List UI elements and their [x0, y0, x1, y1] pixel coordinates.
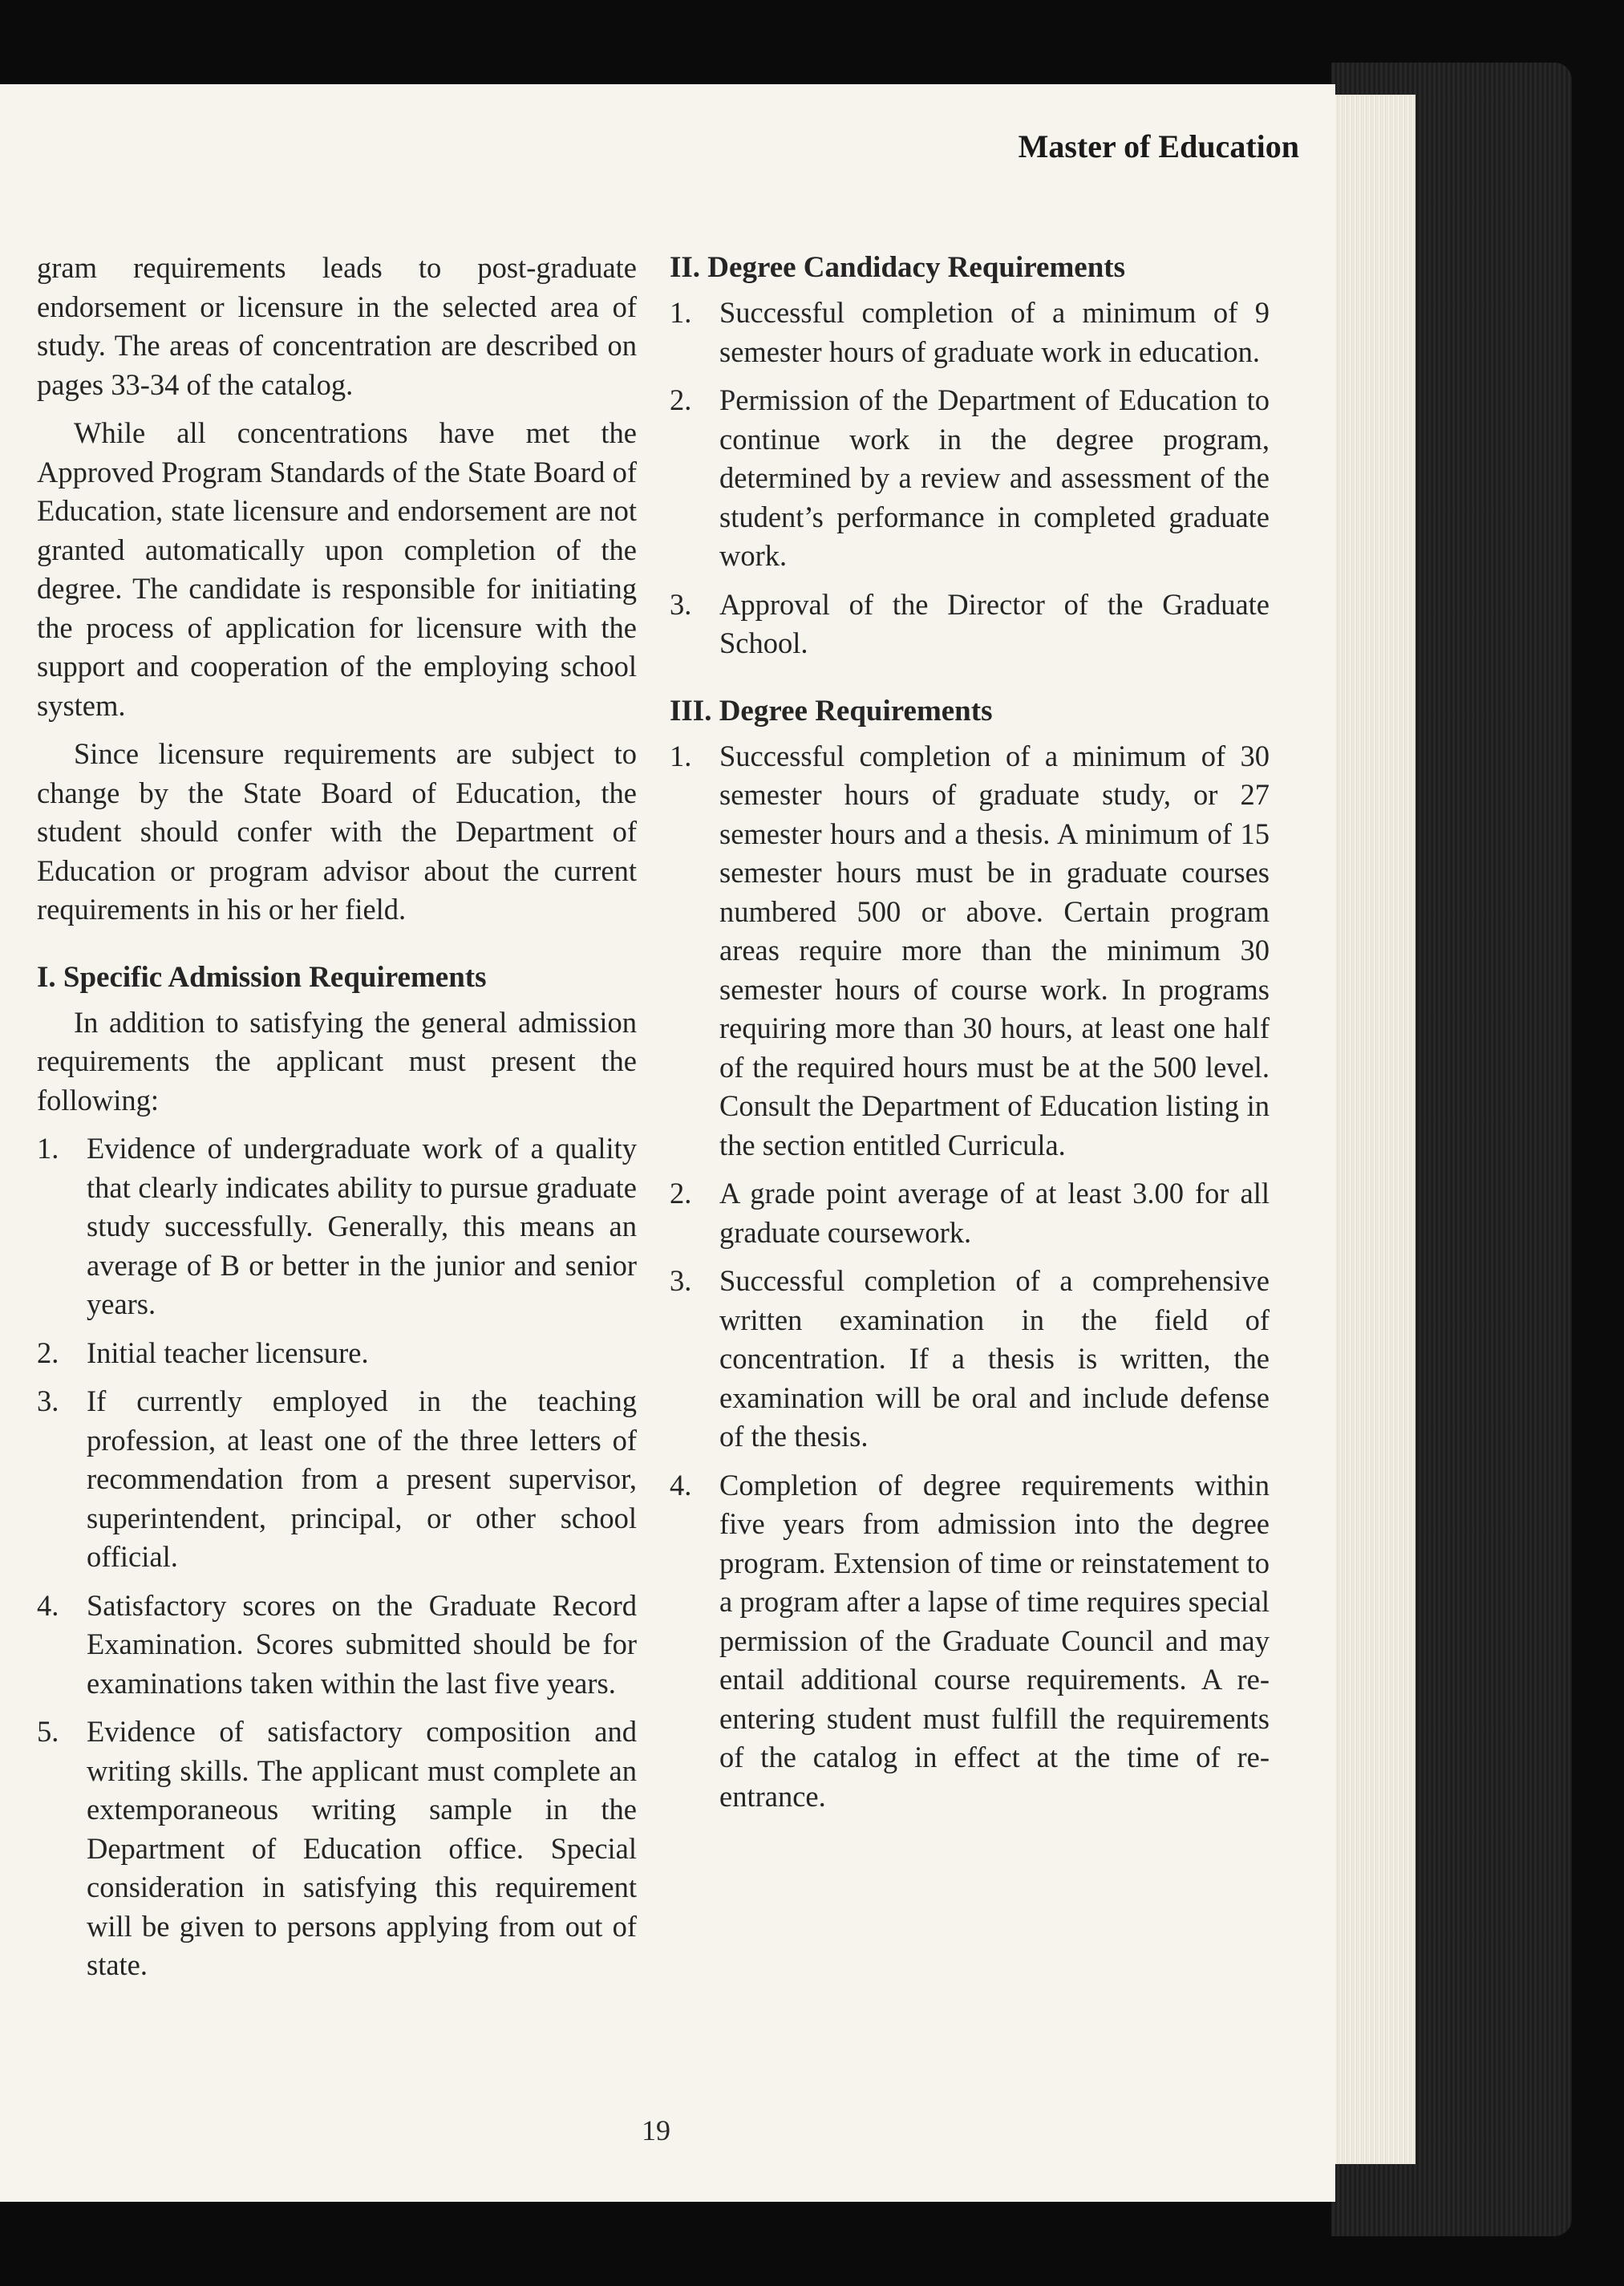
- list-number: 3.: [670, 587, 692, 621]
- list-item: [37, 1334, 637, 1373]
- list-text: Permission of the Department of Education to continue work in the degree program, determined by a review and assessment of the student’s performance in completed graduate work.: [719, 383, 1270, 572]
- list-item: [37, 1129, 637, 1324]
- list-text: Successful completion of a minimum of 30 semester hours of graduate study, or 27 semester hours and a thesis. A minimum of 15 semester hours must be in graduate courses numbered 500 or above. Certain program areas require more than the minimum 30 semester hours of course work. In programs requiring more than 30 hours, at least one half of the required hours must be at the 500 level. Consult the Department of Education listing in the section entitled Curricula.: [719, 739, 1270, 1161]
- list-number: 1.: [37, 1132, 59, 1165]
- list-number: 3.: [670, 1264, 692, 1297]
- page-number: 19: [642, 2114, 670, 2146]
- left-column: [37, 249, 637, 1995]
- list-number: 2.: [37, 1336, 59, 1369]
- list-number: 2.: [670, 1177, 692, 1210]
- list-text: Initial teacher licensure.: [87, 1336, 369, 1369]
- section-heading: I. Specific Admission Requirements: [37, 960, 487, 994]
- list-text: Successful completion of a minimum of 9 semester hours of graduate work in education.: [719, 296, 1270, 368]
- list-number: 4.: [670, 1468, 692, 1502]
- list-number: 3.: [37, 1384, 59, 1417]
- list-text: Successful completion of a comprehensive written examination in the field of concentration. If a thesis is written, the examination will be oral and include defense of the thesis.: [719, 1264, 1270, 1453]
- list-item: [670, 1262, 1270, 1457]
- page-edges: [1323, 95, 1415, 2164]
- list-item: [37, 1712, 637, 1985]
- list-text: A grade point average of at least 3.00 for all graduate coursework.: [719, 1177, 1270, 1249]
- list-item: [670, 294, 1270, 371]
- list-text: Approval of the Director of the Graduate School.: [719, 587, 1270, 659]
- list-item: [670, 381, 1270, 576]
- list-number: 4.: [37, 1588, 59, 1622]
- list-number: 5.: [37, 1715, 59, 1748]
- right-column: [670, 249, 1270, 1826]
- list-text: If currently employed in the teaching profession, at least one of the three letters of recommendation from a present supervisor, superintendent, principal, or other school official.: [87, 1384, 637, 1573]
- list-item: [37, 1382, 637, 1577]
- list-item: [37, 1587, 637, 1704]
- section-intro: In addition to satisfying the general admission requirements the applicant must present the following:: [37, 1005, 637, 1117]
- list-item: [670, 1466, 1270, 1817]
- list-text: Completion of degree requirements within five years from admission into the degree program. Extension of time or reinstatement to a program after a lapse of time requires special permission of the Graduate Council and may entail additional course requirements. A re-entering student must fulfill the requirements of the catalog in effect at the time of re-entrance.: [719, 1468, 1270, 1813]
- paragraph: While all concentrations have met the Approved Program Standards of the State Board of Education, state licensure and endorsement are not granted automatically upon completion of the degree. The candidate is responsible for initiating the process of application for licensure with the support and cooperation of the employing school system.: [37, 416, 637, 722]
- section-heading: II. Degree Candidacy Requirements: [670, 251, 1125, 284]
- book-page: [0, 84, 1335, 2202]
- paragraph: Since licensure requirements are subject to change by the State Board of Education, the student should confer with the Department of Education or program advisor about the current requirements in his or her field.: [37, 737, 637, 926]
- section-heading: III. Degree Requirements: [670, 694, 993, 728]
- list-number: 2.: [670, 383, 692, 416]
- list-number: 1.: [670, 296, 692, 329]
- list-text: Satisfactory scores on the Graduate Record Examination. Scores submitted should be for examinations taken within the last five years.: [87, 1588, 637, 1700]
- paragraph: gram requirements leads to post-graduate endorsement or licensure in the selected area of study. The areas of concentration are described on pages 33-34 of the catalog.: [37, 251, 637, 401]
- list-item: [670, 586, 1270, 663]
- list-text: Evidence of satisfactory composition and writing skills. The applicant must complete an extemporaneous writing sample in the Department of Education office. Special consideration in satisfying this requirement will be given to persons applying from out of state.: [87, 1715, 637, 1981]
- list-number: 1.: [670, 739, 692, 772]
- list-item: [670, 1174, 1270, 1252]
- list-text: Evidence of undergraduate work of a quality that clearly indicates ability to pursue graduate study successfully. Generally, this means an average of B or better in the junior and senior years.: [87, 1132, 637, 1320]
- running-header: Master of Education: [1018, 128, 1299, 164]
- list-item: [670, 737, 1270, 1165]
